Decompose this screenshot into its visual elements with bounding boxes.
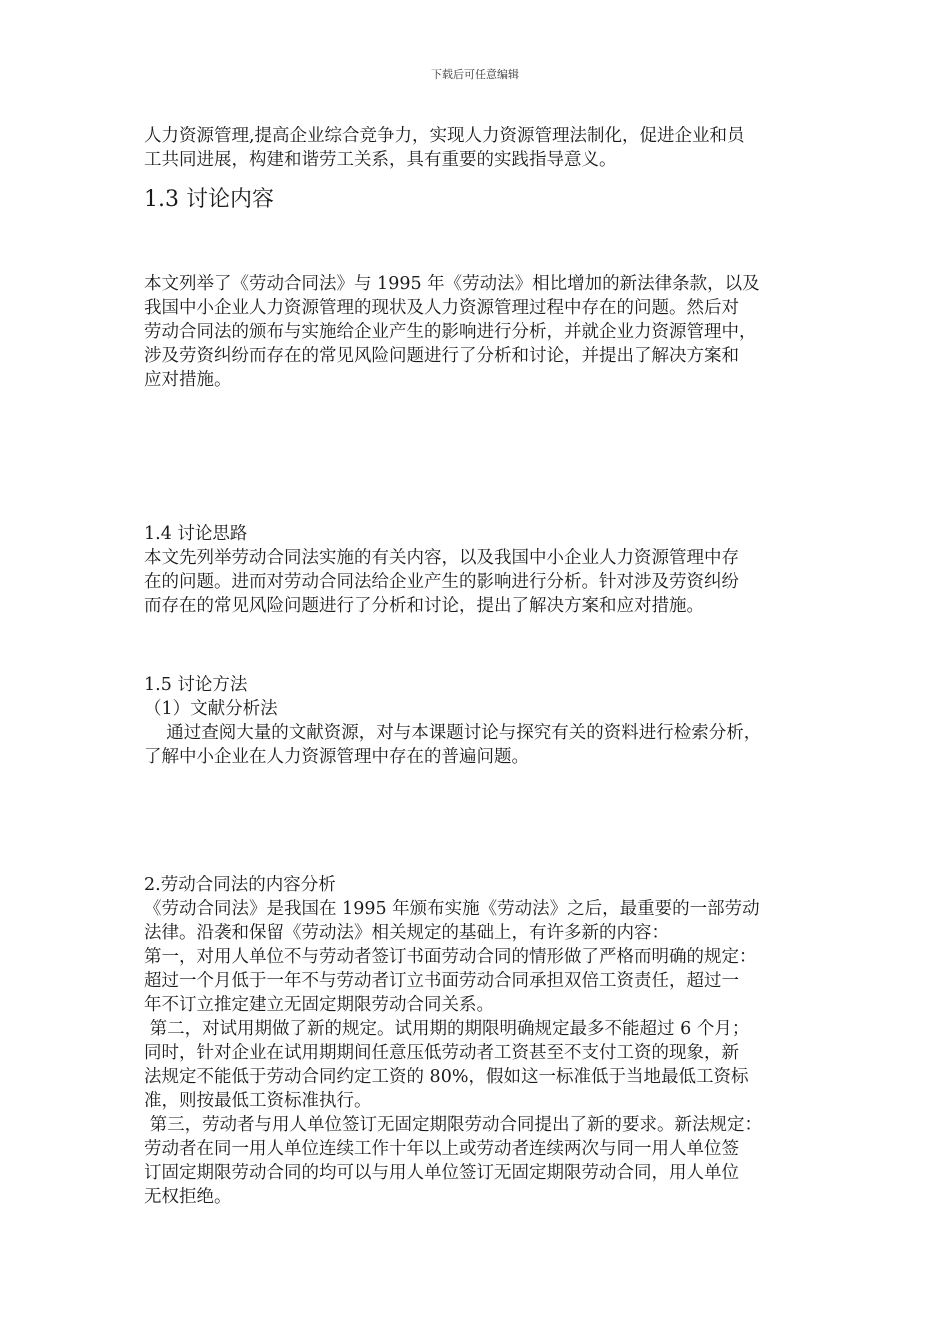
- paragraph-line: 人力资源管理,提高企业综合竞争力，实现人力资源管理法制化，促进企业和员: [144, 126, 745, 146]
- paragraph-line: 我国中小企业人力资源管理的现状及人力资源管理过程中存在的问题。然后对: [144, 298, 739, 318]
- paragraph-line: 超过一个月低于一年不与劳动者订立书面劳动合同承担双倍工资责任，超过一: [144, 971, 739, 991]
- paragraph-line: 第一，对用人单位不与劳动者签订书面劳动合同的情形做了严格而明确的规定：: [144, 947, 757, 967]
- paragraph-line: 法律。沿袭和保留《劳动法》相关规定的基础上，有许多新的内容：: [144, 923, 669, 943]
- section-2-heading: 2.劳动合同法的内容分析: [144, 875, 336, 895]
- section-1-3-heading: 1.3 讨论内容: [144, 187, 274, 212]
- section-2: [144, 873, 824, 1209]
- subheading: （1）文献分析法: [144, 699, 278, 719]
- paragraph-line: 年不订立推定建立无固定期限劳动合同关系。: [144, 995, 494, 1015]
- paragraph-line: 通过查阅大量的文献资源，对与本课题讨论与探究有关的资料进行检索分析，: [144, 723, 762, 743]
- paragraph-line: 在的问题。进而对劳动合同法给企业产生的影响进行分析。针对涉及劳资纠纷: [144, 572, 739, 592]
- paragraph-line: 涉及劳资纠纷而存在的常见风险问题进行了分析和讨论，并提出了解决方案和: [144, 346, 739, 366]
- paragraph-line: 应对措施。: [144, 370, 232, 390]
- page-header: 下载后可任意编辑: [431, 68, 519, 81]
- section-1-3-paragraph: [144, 272, 824, 392]
- intro-paragraph: [144, 124, 824, 172]
- paragraph-line: 了解中小企业在人力资源管理中存在的普遍问题。: [144, 747, 529, 767]
- paragraph-line: 同时，针对企业在试用期期间任意压低劳动者工资甚至不支付工资的现象，新: [144, 1043, 739, 1063]
- paragraph-line: 劳动者在同一用人单位连续工作十年以上或劳动者连续两次与同一用人单位签: [144, 1139, 739, 1159]
- paragraph-line: 《劳动合同法》是我国在 1995 年颁布实施《劳动法》之后，最重要的一部劳动: [144, 899, 760, 919]
- section-1-5-heading: 1.5 讨论方法: [144, 675, 248, 695]
- paragraph-line: 第二，对试用期做了新的规定。试用期的期限明确规定最多不能超过 6 个月；: [144, 1019, 750, 1039]
- paragraph-line: 第三，劳动者与用人单位签订无固定期限劳动合同提出了新的要求。新法规定：: [144, 1115, 763, 1135]
- section-1-4-heading: 1.4 讨论思路: [144, 524, 248, 544]
- section-1-5: [144, 673, 824, 769]
- paragraph-line: 无权拒绝。: [144, 1187, 232, 1207]
- paragraph-line: 订固定期限劳动合同的均可以与用人单位签订无固定期限劳动合同，用人单位: [144, 1163, 739, 1183]
- paragraph-line: 而存在的常见风险问题进行了分析和讨论，提出了解决方案和应对措施。: [144, 596, 704, 616]
- paragraph-line: 法规定不能低于劳动合同约定工资的 80%，假如这一标准低于当地最低工资标: [144, 1067, 749, 1087]
- paragraph-line: 本文列举了《劳动合同法》与 1995 年《劳动法》相比增加的新法律条款，以及: [144, 274, 760, 294]
- paragraph-line: 劳动合同法的颁布与实施给企业产生的影响进行分析，并就企业力资源管理中，: [144, 322, 757, 342]
- paragraph-line: 本文先列举劳动合同法实施的有关内容，以及我国中小企业人力资源管理中存: [144, 548, 739, 568]
- section-1-4: [144, 522, 824, 618]
- paragraph-line: 准，则按最低工资标准执行。: [144, 1091, 372, 1111]
- paragraph-line: 工共同进展，构建和谐劳工关系，具有重要的实践指导意义。: [144, 150, 617, 170]
